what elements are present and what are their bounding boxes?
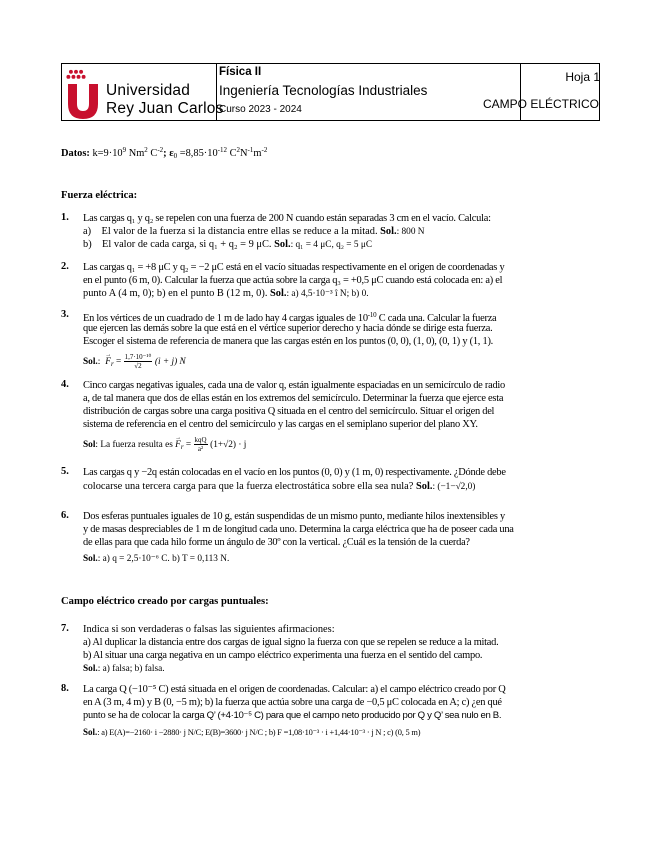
problem-number: 5. — [61, 466, 69, 477]
sheet-number: Hoja 1 — [565, 70, 600, 84]
datos-line: Datos: $k=9\cdot 10^9$ Nm$^2$ $C^{-2}$; $\varepsilon_0 =8,85\cdot 10^{-12}$ $C^2N^{-1}m^{-2}$ — [61, 146, 268, 160]
topic-title: CAMPO ELÉCTRICO — [482, 97, 599, 111]
solution-formula: Sol.: a) E(A)=−2160· i −2880· j N/C; E(B)=3600· j N/C ; b) F =1,08·10⁻³ · i +1,44·10⁻³ · j N ; c) (0, 5 m) — [83, 727, 421, 737]
problem-number: 6. — [61, 510, 69, 521]
course-year: Curso 2023 - 2024 — [219, 104, 302, 115]
problem-number: 8. — [61, 683, 69, 694]
university-name-line2: Rey Juan Carlos — [106, 100, 224, 117]
problem-number: 1. — [61, 212, 69, 223]
course-cell — [217, 64, 521, 120]
university-logo-dots-icon — [65, 68, 87, 84]
solution-formula: Sol: La fuerza resulta es → $F_r$ = $\frac{\text{kqQ}}{\text{a²}}$ (1+√2) · j — [83, 436, 246, 454]
subject-title: Física II — [219, 66, 262, 78]
datos-label: Datos — [61, 148, 87, 159]
problem-number: 7. — [61, 623, 69, 634]
section-title-fuerza: Fuerza eléctrica: — [61, 190, 138, 201]
university-name-line1: Universidad — [106, 82, 191, 99]
problem-number: 4. — [61, 379, 69, 390]
section-title-campo: Campo eléctrico creado por cargas puntuales: — [61, 596, 269, 607]
header-table — [61, 63, 600, 121]
university-logo-u-icon — [65, 84, 101, 120]
problem-number: 2. — [61, 261, 69, 272]
logo-cell — [62, 64, 224, 120]
solution-formula: Sol.: → $F_r$ = $\frac{\text{1,7·10⁻¹⁰}}{√2}$ (i + j) N — [83, 353, 186, 371]
sheet-cell — [521, 64, 601, 120]
problem-number: 3. — [61, 309, 69, 320]
degree-name: Ingeniería Tecnologías Industriales — [219, 83, 428, 98]
